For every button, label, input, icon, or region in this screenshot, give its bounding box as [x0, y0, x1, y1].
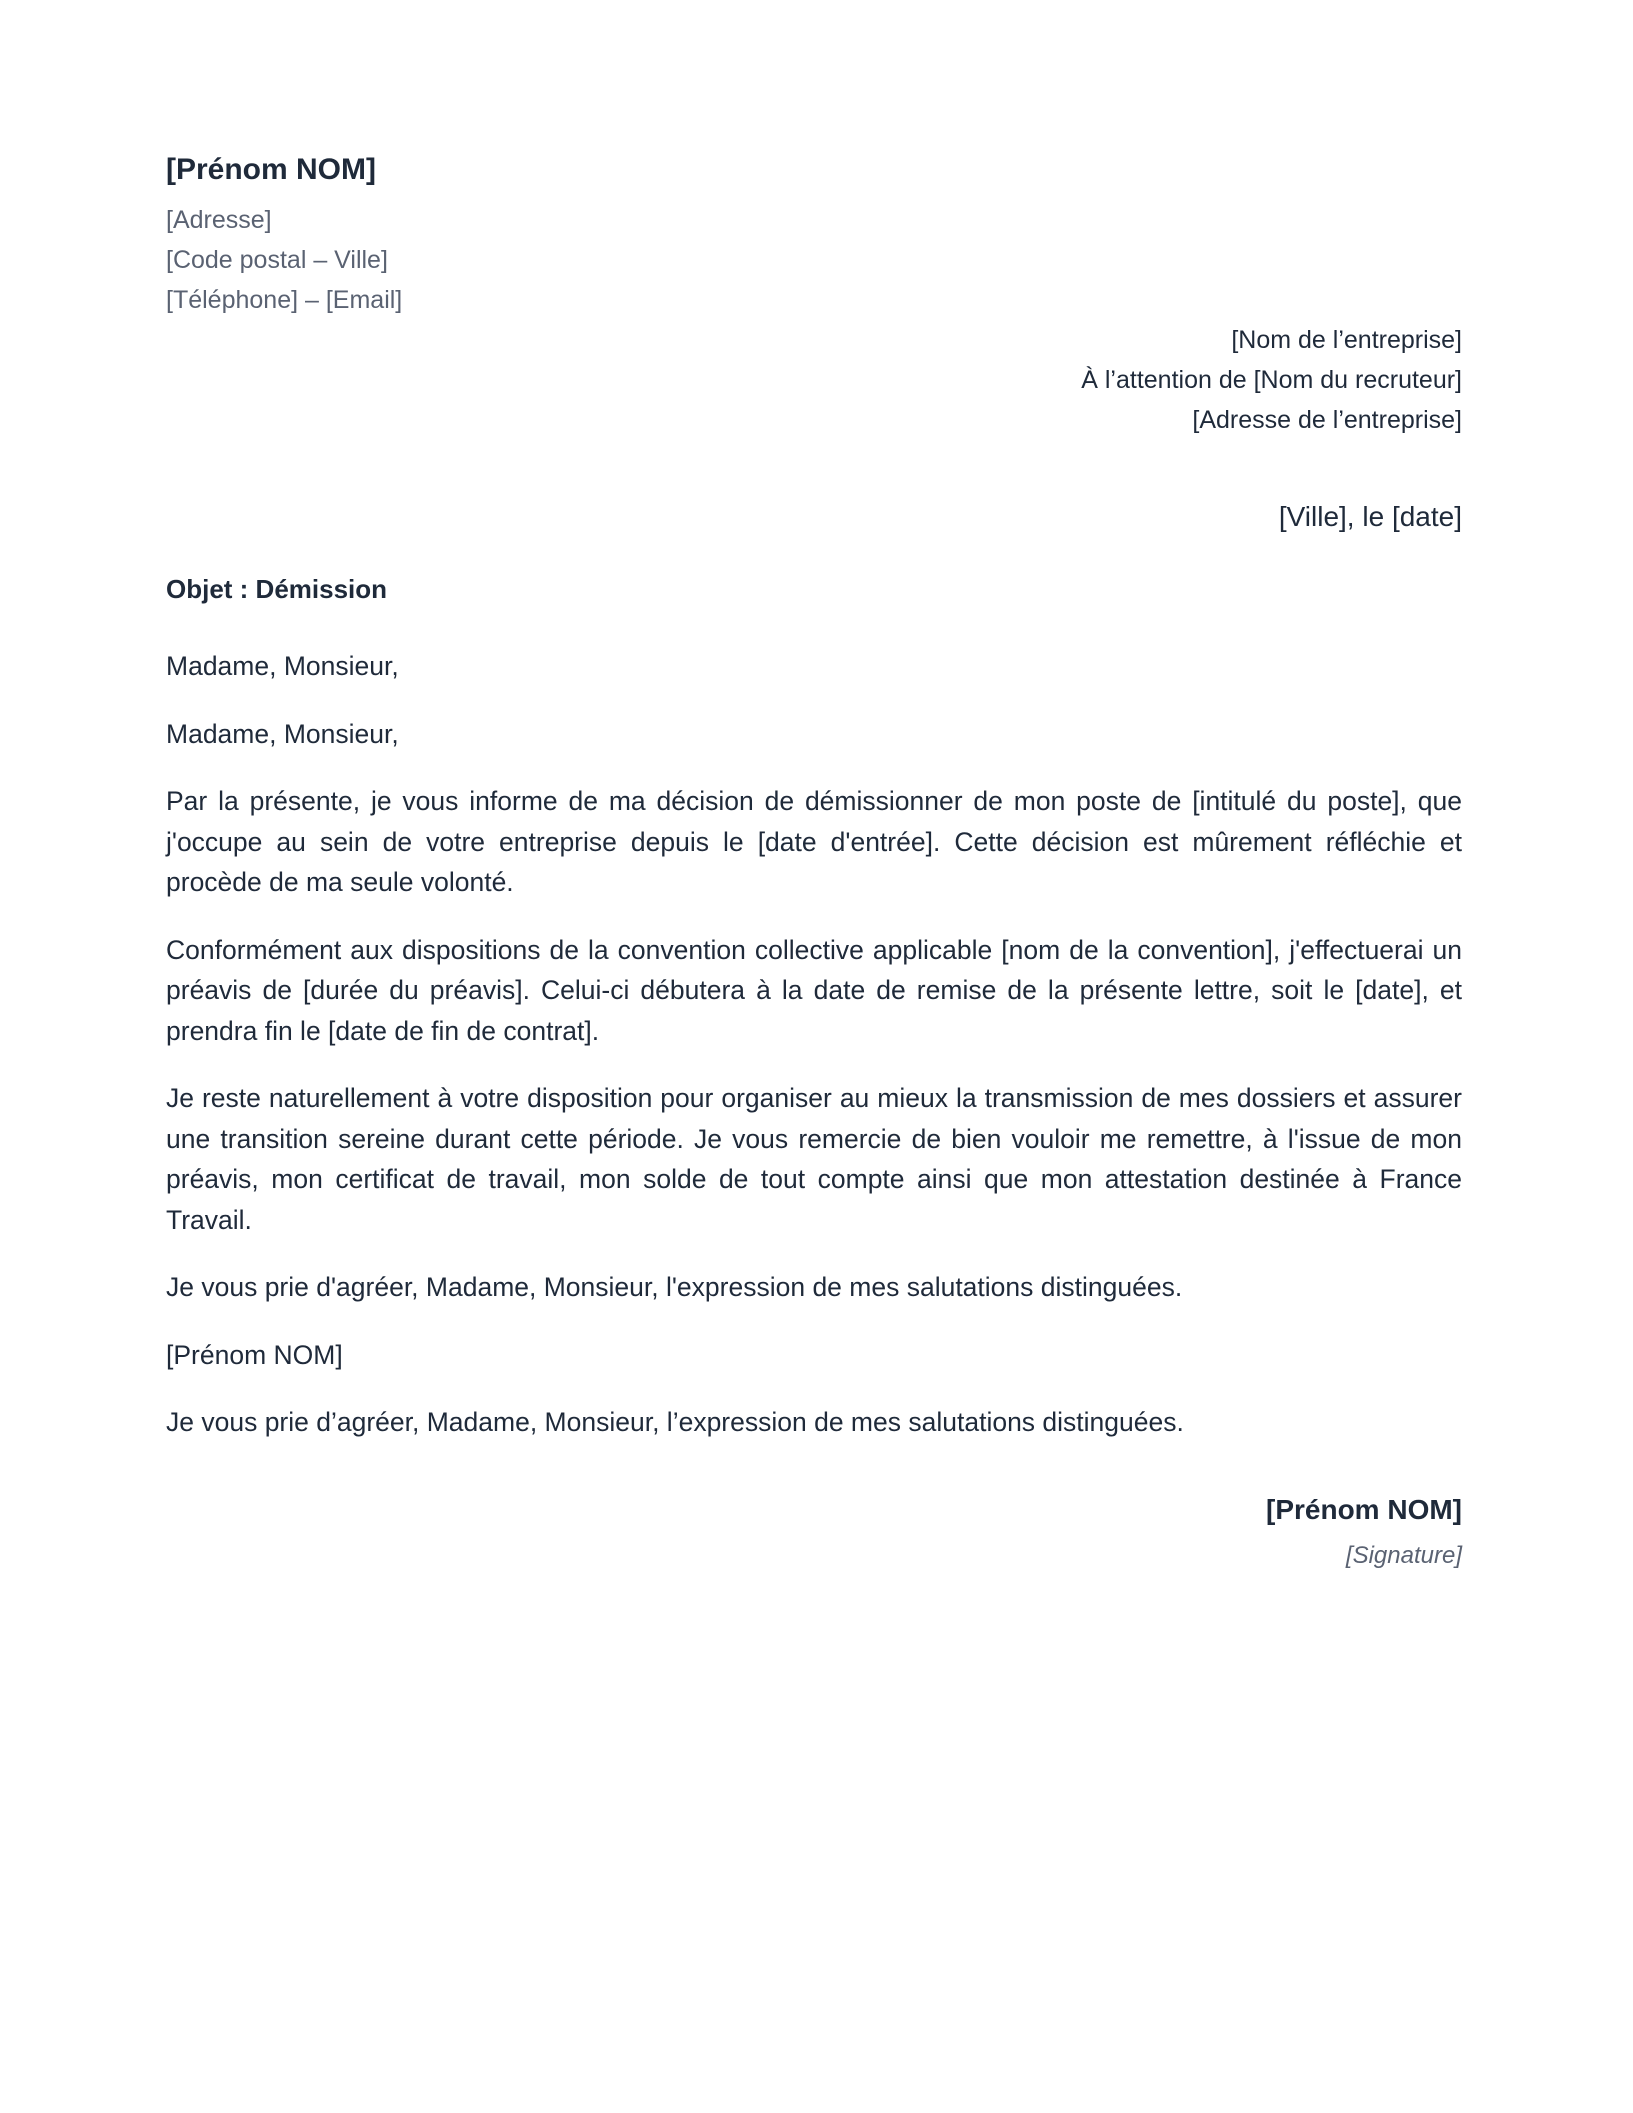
sender-name: [Prénom NOM] — [166, 153, 376, 186]
recipient-block — [166, 320, 1462, 440]
signature-block — [166, 1490, 1462, 1576]
signature-placeholder: [Signature] — [1345, 1541, 1462, 1569]
body-paragraph-notice: Conformément aux dispositions de la convention collective applicable [nom de la convention], j'effectuerai un préavis de [durée du préavis]. Celui-ci débutera à la date de remise de la présente lettre, soit le [date], et prendra fin le [date de fin de contrat]. — [166, 934, 1462, 1046]
sender-postal-city: [Code postal – Ville] — [166, 246, 388, 274]
closing-formula-first: Je vous prie d'agréer, Madame, Monsieur, l'expression de mes salutations distinguées. — [166, 1272, 1183, 1302]
sender-block — [166, 150, 1462, 320]
place-date: [Ville], le [date] — [1278, 501, 1462, 532]
subject-line: Objet : Démission — [166, 574, 388, 604]
body-paragraph-resignation: Par la présente, je vous informe de ma décision de démissionner de mon poste de [intitulé du poste], que j'occupe au sein de votre entreprise depuis le [date d'entrée]. Cette décision est mûrement réfléchie et procède de ma seule volonté. — [166, 786, 1462, 897]
salutation-first: Madame, Monsieur, — [166, 651, 399, 681]
recipient-company: [Nom de l’entreprise] — [1231, 326, 1462, 354]
letter-page — [166, 150, 1462, 1576]
recipient-address: [Adresse de l’entreprise] — [1192, 406, 1462, 434]
recipient-attention: À l’attention de [Nom du recruteur] — [1081, 366, 1462, 394]
sender-phone-email: [Téléphone] – [Email] — [166, 286, 403, 314]
inline-name: [Prénom NOM] — [166, 1339, 343, 1370]
closing-formula-second: Je vous prie d’agréer, Madame, Monsieur, l’expression de mes salutations distinguées. — [166, 1407, 1184, 1437]
sender-address: [Adresse] — [166, 206, 272, 234]
body-paragraph-transition: Je reste naturellement à votre disposition pour organiser au mieux la transmission de mes dossiers et assurer une transition sereine durant cette période. Je vous remercie de bien vouloir me remettre, à l'issue de mon préavis, mon certificat de travail, mon solde de tout compte ainsi que mon attestation destinée à France Travail. — [166, 1083, 1462, 1235]
salutation-second: Madame, Monsieur, — [166, 718, 399, 749]
signature-name: [Prénom NOM] — [1266, 1493, 1462, 1525]
